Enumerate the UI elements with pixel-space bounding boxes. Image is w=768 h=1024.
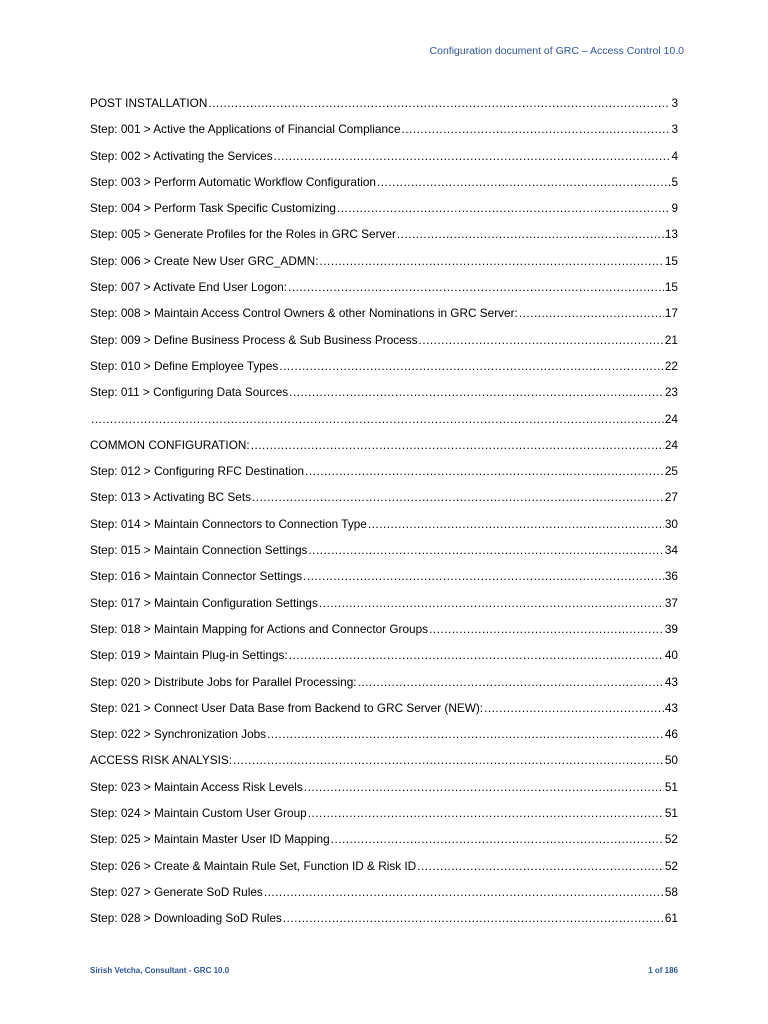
toc-entry[interactable]	[90, 774, 678, 800]
toc-entry-title[interactable]: Step: 010 > Define Employee Types	[90, 358, 279, 373]
toc-entry-page[interactable]: 30	[664, 516, 678, 531]
toc-entry[interactable]	[90, 747, 678, 773]
toc-entry[interactable]	[90, 195, 678, 221]
toc-dot-leader	[417, 853, 664, 879]
toc-entry-title[interactable]: Step: 025 > Maintain Master User ID Mapping	[90, 832, 330, 847]
toc-entry[interactable]	[90, 642, 678, 668]
toc-entry[interactable]	[90, 563, 678, 589]
toc-dot-leader	[233, 747, 664, 773]
toc-entry[interactable]	[90, 432, 678, 458]
toc-entry-title[interactable]: Step: 018 > Maintain Mapping for Actions and Connector Groups	[90, 621, 429, 636]
toc-entry-page[interactable]: 37	[664, 595, 678, 610]
toc-entry-page[interactable]: 58	[664, 884, 678, 899]
toc-dot-leader	[304, 774, 664, 800]
toc-dot-leader	[319, 248, 663, 274]
toc-entry-title[interactable]: COMMON CONFIGURATION:	[90, 437, 250, 452]
toc-dot-leader	[419, 327, 664, 353]
toc-entry-title[interactable]: Step: 003 > Perform Automatic Workflow Configuration	[90, 174, 376, 189]
toc-entry[interactable]	[90, 669, 678, 695]
toc-entry-title[interactable]: Step: 022 > Synchronization Jobs	[90, 727, 267, 742]
toc-dot-leader	[251, 432, 664, 458]
page-header: Configuration document of GRC – Access Control 10.0	[429, 45, 684, 57]
footer-author: Sirish Vetcha, Consultant - GRC 10.0	[90, 966, 230, 975]
toc-entry-page[interactable]: 15	[664, 253, 678, 268]
toc-entry-page[interactable]: 25	[664, 464, 678, 479]
toc-entry-title[interactable]: POST INSTALLATION	[90, 96, 208, 110]
toc-entry-title[interactable]: Step: 001 > Active the Applications of Financial Compliance	[90, 122, 401, 137]
toc-entry-title[interactable]: Step: 007 > Activate End User Logon:	[90, 280, 288, 295]
toc-entry-page[interactable]: 13	[664, 227, 678, 242]
toc-entry-page[interactable]: 17	[664, 306, 678, 321]
toc-entry-page[interactable]: 3	[671, 122, 678, 137]
toc-entry-title[interactable]: Step: 016 > Maintain Connector Settings	[90, 569, 303, 584]
toc-entry-page[interactable]: 40	[664, 648, 678, 663]
toc-entry-page[interactable]: 9	[671, 201, 678, 216]
toc-entry[interactable]	[90, 327, 678, 353]
toc-entry[interactable]	[90, 616, 678, 642]
toc-entry-page[interactable]: 21	[664, 332, 678, 347]
toc-dot-leader	[91, 406, 664, 432]
toc-entry-title[interactable]: Step: 027 > Generate SoD Rules	[90, 884, 263, 899]
toc-entry[interactable]	[90, 458, 678, 484]
toc-dot-leader	[274, 143, 671, 169]
toc-entry-title[interactable]: Step: 012 > Configuring RFC Destination	[90, 464, 305, 479]
toc-entry-title[interactable]: Step: 023 > Maintain Access Risk Levels	[90, 779, 303, 794]
toc-entry-title[interactable]: Step: 019 > Maintain Plug-in Settings:	[90, 648, 288, 663]
toc-dot-leader	[308, 800, 664, 826]
toc-entry-title[interactable]: Step: 011 > Configuring Data Sources	[90, 385, 289, 400]
toc-entry-page[interactable]: 15	[664, 280, 678, 295]
toc-entry-page[interactable]: 50	[664, 753, 678, 768]
toc-entry[interactable]	[90, 274, 678, 300]
toc-entry[interactable]	[90, 695, 678, 721]
toc-dot-leader	[264, 879, 664, 905]
toc-dot-leader	[331, 826, 664, 852]
toc-entry-page[interactable]: 5	[671, 174, 678, 189]
toc-entry-page[interactable]: 52	[664, 858, 678, 873]
toc-entry-title[interactable]: Step: 006 > Create New User GRC_ADMN:	[90, 253, 319, 268]
toc-entry[interactable]	[90, 590, 678, 616]
toc-dot-leader	[368, 511, 664, 537]
toc-dot-leader	[283, 905, 664, 931]
toc-entry-page[interactable]: 23	[664, 385, 678, 400]
toc-entry[interactable]	[90, 511, 678, 537]
table-of-contents	[90, 90, 678, 932]
toc-entry-title[interactable]: Step: 017 > Maintain Configuration Settings	[90, 595, 318, 610]
toc-entry[interactable]	[90, 116, 678, 142]
toc-entry-title[interactable]: Step: 015 > Maintain Connection Settings	[90, 543, 308, 558]
toc-dot-leader	[208, 90, 670, 116]
toc-entry-page[interactable]: 27	[664, 490, 678, 505]
toc-dot-leader	[279, 353, 664, 379]
toc-entry[interactable]	[90, 879, 678, 905]
toc-entry-page[interactable]: 3	[671, 96, 678, 110]
toc-entry-title[interactable]: Step: 026 > Create & Maintain Rule Set, Function ID & Risk ID	[90, 858, 417, 873]
toc-entry[interactable]	[90, 484, 678, 510]
toc-entry-page[interactable]: 39	[664, 621, 678, 636]
toc-entry[interactable]	[90, 169, 678, 195]
toc-entry-page[interactable]: 43	[664, 700, 678, 715]
toc-entry[interactable]	[90, 353, 678, 379]
toc-entry-page[interactable]: 51	[664, 806, 678, 821]
toc-entry-page[interactable]: 4	[671, 148, 678, 163]
toc-entry-title[interactable]: Step: 021 > Connect User Data Base from Backend to GRC Server (NEW):	[90, 700, 484, 715]
toc-entry-title[interactable]: Step: 014 > Maintain Connectors to Connection Type	[90, 516, 367, 531]
toc-dot-leader	[308, 537, 663, 563]
toc-entry-title[interactable]: Step: 002 > Activating the Services	[90, 148, 273, 163]
toc-dot-leader	[319, 590, 664, 616]
toc-entry[interactable]	[90, 300, 678, 326]
toc-entry-page[interactable]: 43	[664, 674, 678, 689]
toc-dot-leader	[402, 116, 671, 142]
toc-dot-leader	[337, 195, 670, 221]
toc-entry-page[interactable]: 24	[664, 437, 678, 452]
toc-entry-title[interactable]: Step: 009 > Define Business Process & Sub Business Process	[90, 332, 418, 347]
toc-entry-page[interactable]: 22	[664, 358, 678, 373]
footer-page-number: 1 of 186	[648, 966, 678, 975]
toc-dot-leader	[429, 616, 664, 642]
toc-dot-leader	[289, 642, 664, 668]
toc-entry-title[interactable]: Step: 020 > Distribute Jobs for Parallel Processing:	[90, 674, 357, 689]
toc-entry-page[interactable]: 34	[664, 543, 678, 558]
toc-entry-page[interactable]: 51	[664, 779, 678, 794]
toc-entry[interactable]	[90, 406, 678, 432]
toc-dot-leader	[303, 563, 664, 589]
toc-entry[interactable]	[90, 537, 678, 563]
toc-dot-leader	[288, 274, 664, 300]
toc-entry-title[interactable]: Step: 005 > Generate Profiles for the Roles in GRC Server	[90, 227, 396, 242]
toc-dot-leader	[397, 221, 664, 247]
toc-entry-title[interactable]: Step: 013 > Activating BC Sets	[90, 490, 251, 505]
toc-entry-page[interactable]: 46	[664, 727, 678, 742]
toc-entry[interactable]	[90, 800, 678, 826]
toc-entry[interactable]	[90, 248, 678, 274]
toc-entry[interactable]	[90, 90, 678, 116]
toc-entry-page[interactable]: 36	[664, 569, 678, 584]
toc-dot-leader	[252, 484, 664, 510]
toc-entry[interactable]	[90, 905, 678, 931]
toc-entry[interactable]	[90, 221, 678, 247]
toc-dot-leader	[305, 458, 664, 484]
toc-dot-leader	[289, 379, 664, 405]
toc-entry-page[interactable]: 24	[664, 411, 678, 426]
toc-dot-leader	[377, 169, 670, 195]
toc-entry-title[interactable]: Step: 028 > Downloading SoD Rules	[90, 911, 282, 926]
toc-dot-leader	[358, 669, 664, 695]
toc-entry-title[interactable]: Step: 008 > Maintain Access Control Owners & other Nominations in GRC Server:	[90, 306, 518, 321]
toc-entry-title[interactable]: ACCESS RISK ANALYSIS:	[90, 753, 233, 768]
toc-entry[interactable]	[90, 721, 678, 747]
toc-dot-leader	[484, 695, 664, 721]
page-footer	[90, 966, 678, 975]
toc-dot-leader	[267, 721, 664, 747]
toc-entry-title[interactable]: Step: 004 > Perform Task Specific Customizing	[90, 201, 336, 216]
toc-dot-leader	[519, 300, 664, 326]
toc-entry-page[interactable]: 61	[664, 911, 678, 926]
toc-entry[interactable]	[90, 826, 678, 852]
toc-entry[interactable]	[90, 379, 678, 405]
toc-entry-page[interactable]: 52	[664, 832, 678, 847]
toc-entry[interactable]	[90, 143, 678, 169]
toc-entry[interactable]	[90, 853, 678, 879]
toc-entry-title[interactable]: Step: 024 > Maintain Custom User Group	[90, 806, 307, 821]
